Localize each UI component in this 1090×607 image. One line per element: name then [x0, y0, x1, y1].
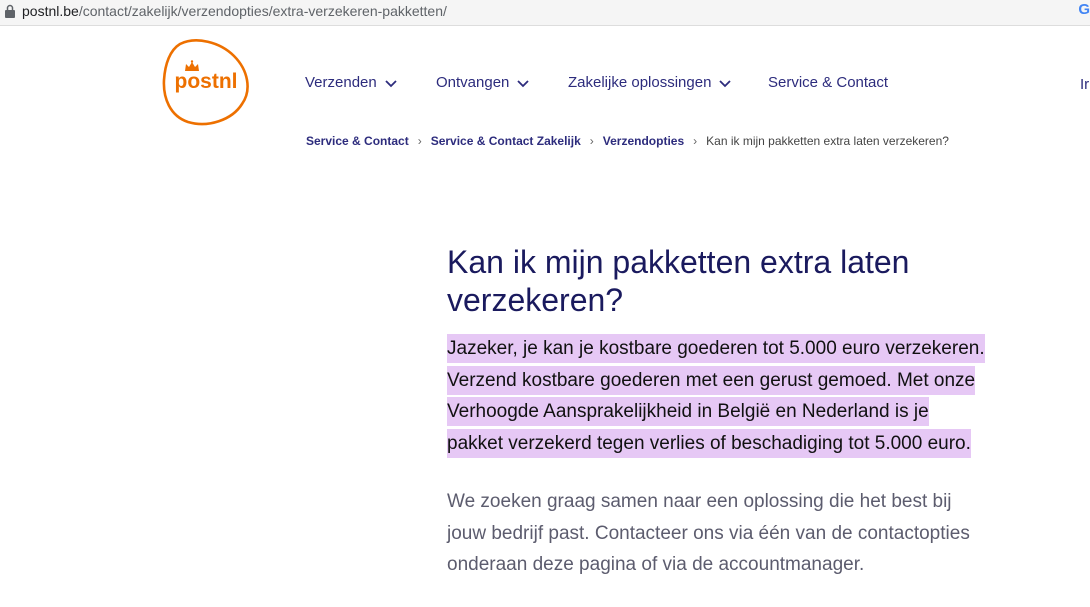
- page-title: Kan ik mijn pakketten extra laten verzekeren?: [447, 244, 910, 318]
- nav-item-verzenden[interactable]: [305, 74, 398, 91]
- logo-text: postnl: [174, 70, 238, 93]
- url-text[interactable]: [22, 3, 447, 19]
- breadcrumb-link-verzendopties[interactable]: Verzendopties: [602, 134, 685, 148]
- nav-label: Service & Contact: [768, 74, 889, 91]
- google-icon[interactable]: G: [1078, 1, 1090, 18]
- url-host: postnl.be: [22, 3, 79, 19]
- breadcrumb-link-service-contact-zakelijk[interactable]: Service & Contact Zakelijk: [430, 134, 581, 148]
- lock-icon: [4, 4, 16, 18]
- nav-item-service-contact[interactable]: [768, 74, 888, 91]
- chevron-down-icon: [516, 78, 530, 88]
- nav-item-zakelijke-oplossingen[interactable]: [568, 74, 732, 91]
- breadcrumb-separator-icon: ›: [589, 134, 594, 148]
- chevron-down-icon: [718, 78, 732, 88]
- body-paragraph: We zoeken graag samen naar een oplossing die het best bij jouw bedrijf past. Contacteer ons via één van de contactopties onderaan deze pagina of via de accountmanager.: [447, 491, 970, 575]
- breadcrumb: [306, 134, 949, 148]
- intro-paragraph: [447, 333, 987, 459]
- nav-item-cut-off[interactable]: Ir: [1080, 76, 1090, 93]
- breadcrumb-link-service-contact[interactable]: Service & Contact: [306, 134, 409, 148]
- breadcrumb-separator-icon: ›: [693, 134, 698, 148]
- nav-item-ontvangen[interactable]: [436, 74, 530, 91]
- chevron-down-icon: [384, 78, 398, 88]
- browser-url-bar[interactable]: [0, 0, 1090, 26]
- highlighted-intro-text: Jazeker, je kan je kostbare goederen tot 5.000 euro verzekeren. Verzend kostbare goederen met een gerust gemoed. Met onze Verhoogde Aansprakelijkheid in België en Nederland is je pakket verzekerd tegen verlies of beschadiging tot 5.000 euro.: [447, 334, 985, 458]
- breadcrumb-separator-icon: ›: [417, 134, 422, 148]
- nav-label: Verzenden: [305, 74, 377, 91]
- nav-label: Zakelijke oplossingen: [568, 74, 712, 91]
- breadcrumb-current: Kan ik mijn pakketten extra laten verzekeren?: [706, 134, 949, 148]
- url-path: /contact/zakelijk/verzendopties/extra-verzekeren-pakketten/: [78, 3, 447, 19]
- nav-label: Ontvangen: [436, 74, 510, 91]
